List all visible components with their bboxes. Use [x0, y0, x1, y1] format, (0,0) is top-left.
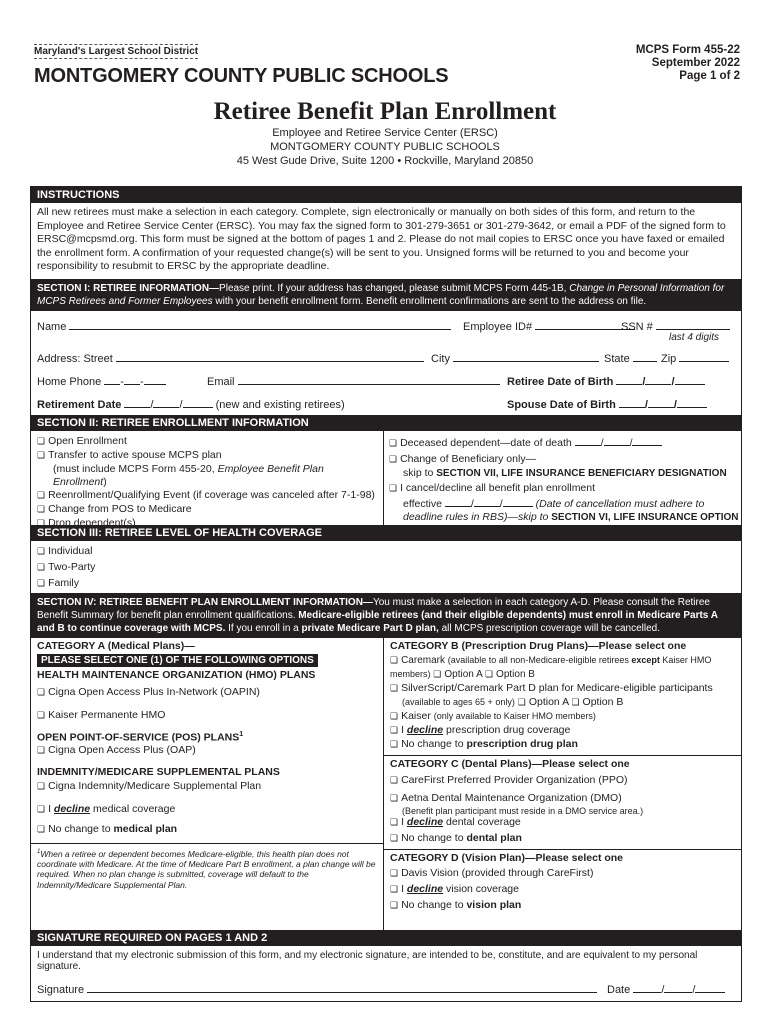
checkbox-icon[interactable]: ❏: [433, 670, 442, 680]
beneficiary-skip: [389, 467, 739, 480]
opt-label: Individual: [48, 545, 93, 557]
category-d-title: CATEGORY D (Vision Plan)—: [390, 852, 536, 864]
opt-decline-rx[interactable]: [384, 724, 741, 738]
checkbox-icon[interactable]: ❏: [390, 901, 399, 911]
deadline-skip: —skip to: [507, 511, 552, 523]
opt-family[interactable]: [37, 576, 735, 592]
state-label: State: [604, 353, 630, 365]
form-number: MCPS Form 455-22: [635, 44, 740, 56]
form-date: September 2022: [651, 57, 740, 69]
email-label: Email: [207, 376, 235, 388]
checkbox-icon[interactable]: ❏: [37, 781, 46, 792]
opt-nochange-medical[interactable]: [31, 823, 383, 837]
transfer-note-pre: (must include MCPS Form 455-20,: [53, 463, 218, 475]
checkbox-icon[interactable]: ❏: [390, 794, 399, 804]
deadline-text: deadline rules in RBS): [403, 511, 508, 523]
caremark-except: except: [631, 655, 660, 665]
decline-post: vision coverage: [443, 883, 519, 895]
pos-heading-text: OPEN POINT-OF-SERVICE (POS) PLANS: [37, 731, 240, 744]
skip-section: SECTION VII, LIFE INSURANCE BENEFICIARY DESIGNATION: [436, 468, 727, 479]
opt-decline-medical[interactable]: [31, 796, 383, 823]
opt-pos-to-medicare[interactable]: [31, 503, 383, 517]
section-1-title: SECTION I: RETIREE INFORMATION—: [37, 283, 220, 294]
nochange-pre: No change to: [401, 899, 467, 911]
category-d-tail: Please select one: [535, 852, 624, 864]
checkbox-icon[interactable]: ❏: [389, 455, 398, 465]
opt-aetna-dmo[interactable]: [384, 790, 741, 806]
category-d-heading: [384, 850, 741, 866]
decline-word: decline: [53, 802, 91, 815]
caremark-label: Caremark: [401, 655, 445, 666]
transfer-note-italic: Employee Benefit Plan Enrollment: [53, 463, 324, 488]
caremark-option-a[interactable]: [433, 669, 482, 680]
instructions-text: All new retirees must make a selection in each category. Complete, sign electronically or manually on both sides of this form, and return to the Employee and Retiree Service Center (ERSC). You may fax the signed form to 301-279-3651 or 301-279-3642, or email a PDF of the signed form to ERSC@mcpsmd.org. This form must be signed at the bottom of pages 1 and 2. Please do not mail copies to ERSC once you have faxed or emailed the enrollment form. A confirmation of your requested change(s) will be sent to you. Unsigned forms will be returned to you and become your responsibility to resubmit to ERSC by the appropriate deadline.: [37, 206, 726, 272]
section-2-right: [389, 431, 739, 524]
opt-label: Davis Vision (provided through CareFirst): [401, 867, 594, 879]
opt-kaiser-rx[interactable]: [384, 710, 741, 724]
opt-label: Kaiser Permanente HMO: [48, 709, 166, 721]
nochange-bold: vision plan: [466, 899, 522, 911]
retirement-date-label: Retirement Date: [37, 399, 122, 411]
checkbox-icon[interactable]: ❏: [37, 824, 46, 835]
opt-label: Change of Beneficiary only—: [400, 453, 537, 465]
opt-label: Open Enrollment: [48, 435, 127, 447]
city-label: City: [431, 353, 450, 365]
address-line-2: MONTGOMERY COUNTY PUBLIC SCHOOLS: [270, 141, 500, 153]
checkbox-icon[interactable]: ❏: [389, 484, 398, 494]
deadline-section: SECTION VI, LIFE INSURANCE OPTION: [551, 512, 739, 523]
caremark-note-2: Kaiser HMO members): [390, 655, 712, 679]
opt-label: Transfer to active spouse MCPS plan: [48, 449, 222, 461]
opt-decline-dental[interactable]: [384, 816, 741, 830]
retirement-date-note: (new and existing retirees): [215, 399, 345, 411]
silverscript-option-b[interactable]: [571, 696, 623, 708]
form-info: [636, 44, 740, 83]
hmo-heading: HEALTH MAINTENANCE ORGANIZATION (HMO) PLANS: [37, 669, 316, 681]
effective-label: effective: [403, 498, 442, 510]
category-b-title: CATEGORY B (Prescription Drug Plans)—: [390, 640, 599, 652]
opt-label: I cancel/decline all benefit plan enrollment: [400, 482, 596, 494]
checkbox-icon[interactable]: ❏: [571, 698, 580, 708]
section-4-bold-2: private Medicare Part D plan,: [301, 623, 439, 634]
decline-post: medical coverage: [90, 802, 176, 815]
ssn-note: last 4 digits: [669, 332, 720, 343]
form-box: [30, 186, 742, 1002]
page-title: Retiree Benefit Plan Enrollment: [213, 98, 557, 125]
nochange-bold: dental plan: [466, 832, 522, 844]
checkbox-icon[interactable]: ❏: [390, 740, 399, 750]
opt-silverscript[interactable]: [384, 682, 741, 696]
state-field[interactable]: [604, 351, 657, 365]
option-b-label: Option B: [496, 669, 535, 680]
checkbox-icon[interactable]: ❏: [390, 776, 399, 786]
nochange-bold: medical plan: [113, 822, 178, 835]
checkbox-icon[interactable]: ❏: [37, 804, 46, 815]
decline-word: decline: [406, 816, 444, 828]
street-label: Address: Street: [37, 353, 113, 365]
deadline-note: [389, 511, 739, 524]
opt-reenrollment[interactable]: [31, 489, 383, 503]
checkbox-icon[interactable]: ❏: [37, 505, 46, 515]
signature-heading: SIGNATURE REQUIRED ON PAGES 1 AND 2: [31, 930, 741, 946]
checkbox-icon[interactable]: ❏: [37, 547, 46, 557]
kaiser-note: (only available to Kaiser HMO members): [433, 711, 596, 721]
opt-label: Cigna Open Access Plus (OAP): [48, 743, 196, 756]
checkbox-icon[interactable]: ❏: [390, 834, 399, 844]
ssn-field[interactable]: [621, 319, 730, 333]
caremark-note: (available to all non-Medicare-eligible retirees: [447, 655, 632, 665]
opt-label: Drop dependent(s): [48, 517, 136, 529]
instructions-heading: INSTRUCTIONS: [31, 187, 741, 203]
page-number: Page 1 of 2: [679, 70, 740, 82]
transfer-note: [31, 463, 383, 489]
opt-cigna-oap[interactable]: [31, 744, 383, 758]
section-4-body: [31, 638, 741, 930]
opt-label: Change from POS to Medicare: [48, 503, 192, 515]
decline-word: decline: [406, 883, 444, 895]
opt-kaiser-hmo[interactable]: [31, 704, 383, 727]
opt-decline-vision[interactable]: [384, 882, 741, 898]
section-1-tail: with your benefit enrollment form. Benefit enrollment confirmations are sent to the address on file.: [212, 296, 647, 307]
kaiser-label: Kaiser: [401, 710, 431, 722]
effective-note: (Date of cancellation must adhere to: [535, 498, 705, 510]
footnote: [31, 843, 383, 894]
section-1-form-title: Change in Personal Information for MCPS Retirees and Former Employees: [37, 283, 725, 307]
section-4-heading: [31, 593, 741, 638]
retiree-dob-label: Retiree Date of Birth: [507, 376, 614, 388]
nochange-pre: No change to: [401, 738, 467, 750]
opt-caremark[interactable]: [384, 654, 741, 682]
section-1-heading: [31, 279, 741, 311]
employee-id-label: Employee ID#: [463, 321, 533, 333]
section-4-text-3: all MCPS prescription coverage will be cancelled.: [438, 623, 661, 634]
address-line-3: 45 West Gude Drive, Suite 1200 • Rockville, Maryland 20850: [236, 155, 534, 167]
home-phone-label: Home Phone: [37, 376, 102, 388]
checkbox-icon[interactable]: ❏: [37, 451, 46, 461]
footnote-number: 1: [37, 848, 41, 855]
checkbox-icon[interactable]: ❏: [37, 711, 46, 721]
checkbox-icon[interactable]: ❏: [37, 491, 46, 501]
option-a-label: Option A: [528, 696, 569, 708]
indemnity-heading: INDEMNITY/MEDICARE SUPPLEMENTAL PLANS: [37, 765, 280, 778]
pos-footnote-mark: 1: [239, 731, 244, 738]
decline-pre: I: [401, 724, 407, 736]
ssn-label: SSN #: [621, 321, 653, 333]
checkbox-icon[interactable]: ❏: [37, 688, 46, 698]
district-tagline: Maryland's Largest School District: [34, 46, 199, 57]
checkbox-icon[interactable]: ❏: [390, 684, 399, 694]
retiree-dob-field[interactable]: Retiree Date of Birth / /: [507, 374, 705, 388]
checkbox-icon[interactable]: ❏: [517, 698, 526, 708]
opt-label: CareFirst Preferred Provider Organization (PPO): [401, 774, 628, 786]
silverscript-option-a[interactable]: [518, 696, 569, 708]
opt-decline-all[interactable]: [389, 482, 739, 496]
coverage-level-options: [31, 541, 741, 593]
opt-two-party[interactable]: [37, 560, 735, 576]
dmo-note: (Benefit plan participant must reside in a DMO service area.): [402, 806, 644, 816]
opt-label: Reenrollment/Qualifying Event (if coverage was canceled after 7-1-98): [48, 489, 375, 501]
checkbox-icon[interactable]: ❏: [37, 579, 46, 589]
nochange-pre: No change to: [48, 822, 114, 835]
skip-text: skip to: [403, 467, 437, 479]
category-a-heading: CATEGORY A (Medical Plans)—: [37, 640, 195, 652]
opt-label: Deceased dependent—date of death: [400, 437, 572, 449]
opt-change-beneficiary[interactable]: [389, 453, 739, 467]
opt-cigna-oapin[interactable]: [31, 681, 383, 704]
category-a: [31, 638, 384, 930]
section-2-heading: SECTION II: RETIREE ENROLLMENT INFORMATION: [31, 415, 741, 431]
silverscript-note: (available to ages 65 + only): [402, 697, 515, 707]
footnote-text: When a retiree or dependent becomes Medicare-eligible, this health plan does not coordinate with Medicare. At the time of Medicare Part B enrollment, a plan change will be required. When no plan change is submitted, coverage will default to the Indemnity/Medicare Supplemental Plan.: [37, 848, 376, 890]
retiree-info-fields: [31, 311, 741, 409]
checkbox-icon[interactable]: ❏: [389, 439, 398, 449]
section-1-text: Please print. If your address has changed, please submit MCPS Form 445-1B,: [219, 283, 570, 294]
name-label: Name: [37, 321, 67, 333]
category-a-select-banner: PLEASE SELECT ONE (1) OF THE FOLLOWING OPTIONS: [37, 654, 318, 667]
address-line-1: Employee and Retiree Service Center (ERSC): [272, 127, 498, 139]
opt-label: Two-Party: [48, 561, 96, 573]
decline-pre: I: [48, 802, 54, 815]
category-c-tail: Please select one: [542, 758, 630, 770]
city-field[interactable]: [431, 351, 599, 365]
decline-pre: I: [401, 883, 407, 895]
opt-davis-vision[interactable]: [384, 866, 741, 882]
category-c-heading: [384, 756, 741, 772]
retirement-date-field[interactable]: Retirement Date / / (new and existing retirees): [37, 399, 345, 411]
checkbox-icon[interactable]: ❏: [390, 869, 399, 879]
transfer-note-post: ): [103, 476, 107, 488]
signature-field[interactable]: [37, 982, 597, 996]
silverscript-label: SilverScript/Caremark Part D plan for Medicare-eligible participants: [401, 682, 713, 694]
effective-date-field[interactable]: effective / / (Date of cancellation must adhere to: [403, 498, 705, 510]
opt-carefirst-ppo[interactable]: [384, 772, 741, 790]
signature-row: [31, 976, 741, 1000]
section-4-bold-1: Medicare-eligible retirees (and their eligible dependents) must enroll in Medicare Parts A and B to continue coverage with MCPS.: [37, 610, 718, 634]
caremark-option-b[interactable]: [485, 669, 535, 680]
category-b-tail: Please select one: [598, 640, 687, 652]
section-2-body: [31, 431, 741, 529]
opt-label: Family: [48, 577, 79, 589]
signature-label: Signature: [37, 984, 85, 996]
section-2-left: [31, 431, 384, 529]
date-field[interactable]: Date / /: [607, 982, 725, 996]
silverscript-options: [384, 696, 741, 710]
opt-deceased-dependent[interactable]: ❏ Deceased dependent—date of death / /: [389, 431, 739, 451]
zip-field[interactable]: [661, 351, 729, 365]
checkbox-icon[interactable]: ❏: [390, 656, 399, 666]
pos-heading: [31, 727, 383, 744]
spouse-dob-label: Spouse Date of Birth: [507, 399, 616, 411]
checkbox-icon[interactable]: ❏: [390, 712, 399, 722]
section-4-title: SECTION IV: RETIREE BENEFIT PLAN ENROLLMENT INFORMATION—: [37, 597, 373, 608]
checkbox-icon[interactable]: ❏: [37, 437, 46, 447]
employee-id-field[interactable]: [463, 319, 635, 333]
opt-open-enrollment[interactable]: [31, 431, 383, 449]
section-4-text-1: You must make a selection in each category A-D. Please consult the Retiree Benefit Summary for benefit plan enrollment qualifications.: [37, 597, 710, 621]
email-field[interactable]: [207, 374, 500, 388]
signature-statement: I understand that my electronic submission of this form, and my electronic signature, are intended to be, constitute, and are equivalent to my personal signature.: [37, 950, 698, 972]
category-c-title: CATEGORY C (Dental Plans)—: [390, 758, 543, 770]
opt-transfer-spouse[interactable]: [31, 449, 383, 463]
street-field[interactable]: [37, 351, 424, 365]
decline-word: decline: [406, 724, 444, 736]
checkbox-icon[interactable]: ❏: [390, 885, 399, 895]
checkbox-icon[interactable]: ❏: [37, 745, 46, 756]
decline-pre: I: [401, 816, 407, 828]
opt-drop-dependents[interactable]: [31, 517, 383, 531]
opt-nochange-vision[interactable]: [384, 898, 741, 914]
opt-cigna-indemnity[interactable]: [31, 778, 383, 796]
zip-label: Zip: [661, 353, 677, 365]
opt-label: Cigna Open Access Plus In-Network (OAPIN): [48, 686, 260, 698]
organization-name: MONTGOMERY COUNTY PUBLIC SCHOOLS: [34, 65, 449, 87]
date-label: Date: [607, 984, 631, 996]
option-a-label: Option A: [444, 669, 483, 680]
checkbox-icon[interactable]: ❏: [484, 670, 494, 680]
checkbox-icon[interactable]: ❏: [390, 726, 399, 736]
section-4-text-2: If you enroll in a: [225, 623, 302, 634]
opt-label: Aetna Dental Maintenance Organization (DMO): [401, 792, 622, 804]
decline-post: prescription drug coverage: [443, 724, 571, 736]
categories-bcd: [384, 638, 741, 914]
office-address: [0, 126, 770, 168]
checkbox-icon[interactable]: ❏: [37, 563, 46, 573]
home-phone-field[interactable]: Home Phone - -: [37, 374, 166, 388]
section-3-heading: SECTION III: RETIREE LEVEL OF HEALTH COVERAGE: [31, 525, 741, 541]
nochange-bold: prescription drug plan: [466, 738, 578, 750]
opt-nochange-dental[interactable]: [384, 830, 741, 849]
nochange-pre: No change to: [401, 832, 467, 844]
opt-label: Cigna Indemnity/Medicare Supplemental Plan: [48, 779, 262, 792]
checkbox-icon[interactable]: ❏: [37, 519, 46, 529]
spouse-dob-field[interactable]: Spouse Date of Birth / /: [507, 397, 707, 411]
option-b-label: Option B: [582, 696, 624, 708]
decline-post: dental coverage: [443, 816, 521, 828]
opt-nochange-rx[interactable]: [384, 738, 741, 755]
checkbox-icon[interactable]: ❏: [390, 818, 399, 828]
opt-individual[interactable]: [37, 544, 735, 560]
category-b-heading: [384, 638, 741, 654]
name-field[interactable]: [37, 319, 451, 333]
header-left: [34, 44, 448, 88]
